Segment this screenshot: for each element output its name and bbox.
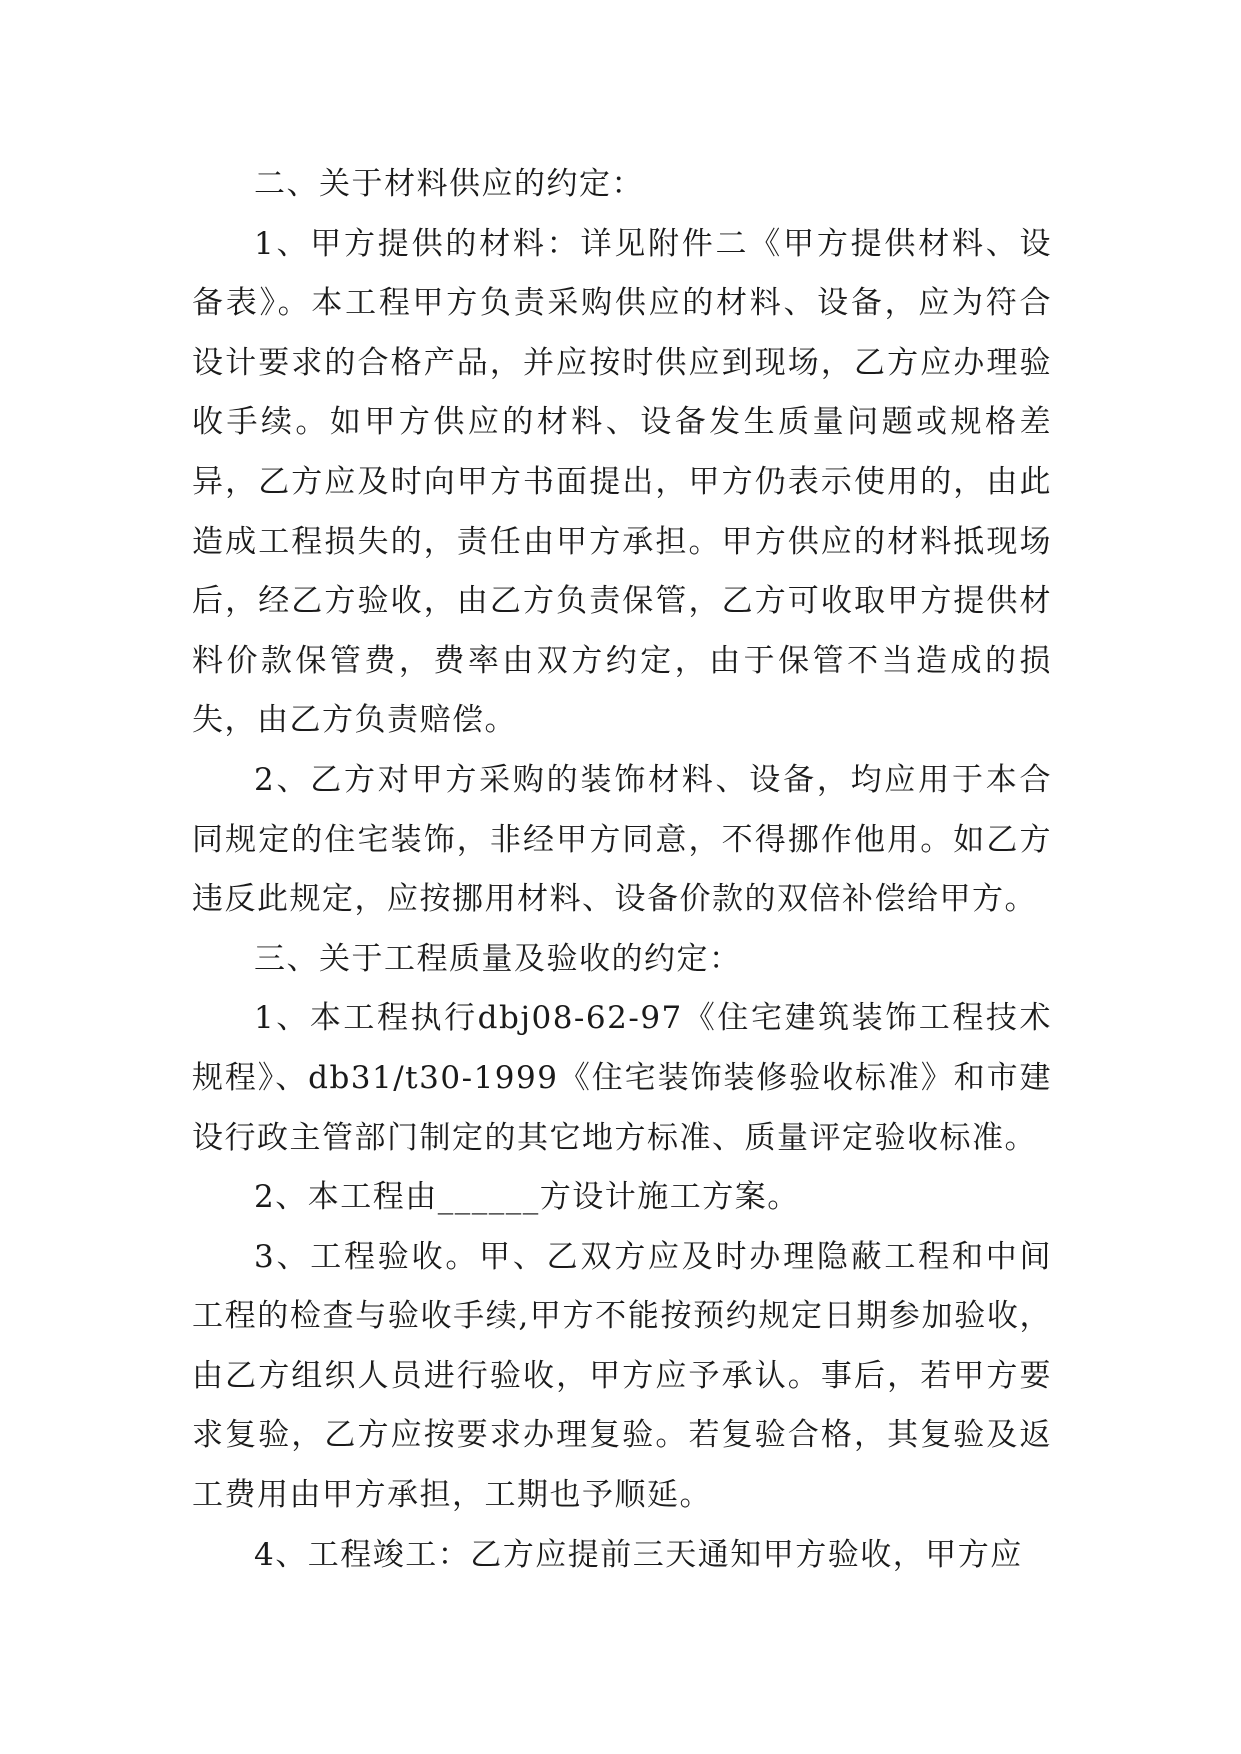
paragraph-materials-1: 1、甲方提供的材料：详见附件二《甲方提供材料、设备表》。本工程甲方负责采购供应的材料、设备，应为符合设计要求的合格产品，并应按时供应到现场，乙方应办理验收手续。如甲方供应的材料、设备发生质量问题或规格差异，乙方应及时向甲方书面提出，甲方仍表示使用的，由此造成工程损失的，责任由甲方承担。甲方供应的材料抵现场后，经乙方验收，由乙方负责保管，乙方可收取甲方提供材料价款保管费，费率由双方约定，由于保管不当造成的损失，由乙方负责赔偿。 — [192, 225, 1052, 739]
paragraph-quality-3: 3、工程验收。甲、乙双方应及时办理隐蔽工程和中间工程的检查与验收手续,甲方不能按预约规定日期参加验收，由乙方组织人员进行验收，甲方应予承认。事后，若甲方要求复验，乙方应按要求办理复验。若复验合格，其复验及返工费用由甲方承担，工期也予顺延。 — [192, 1238, 1052, 1514]
paragraph-quality-2: 2、本工程由______方设计施工方案。 — [254, 1179, 800, 1216]
paragraph-materials-2: 2、乙方对甲方采购的装饰材料、设备，均应用于本合同规定的住宅装饰，非经甲方同意，不得挪作他用。如乙方违反此规定，应按挪用材料、设备价款的双倍补偿给甲方。 — [192, 761, 1052, 918]
paragraph-quality-1: 1、本工程执行dbj08-62-97《住宅建筑装饰工程技术规程》、db31/t30-1999《住宅装饰装修验收标准》和市建设行政主管部门制定的其它地方标准、质量评定验收标准。 — [192, 1000, 1052, 1156]
document-body — [192, 155, 1052, 1585]
section-heading-materials: 二、关于材料供应的约定： — [254, 166, 644, 202]
section-heading-quality: 三、关于工程质量及验收的约定： — [254, 940, 742, 977]
paragraph-quality-4: 4、工程竣工：乙方应提前三天通知甲方验收，甲方应 — [254, 1536, 1023, 1573]
